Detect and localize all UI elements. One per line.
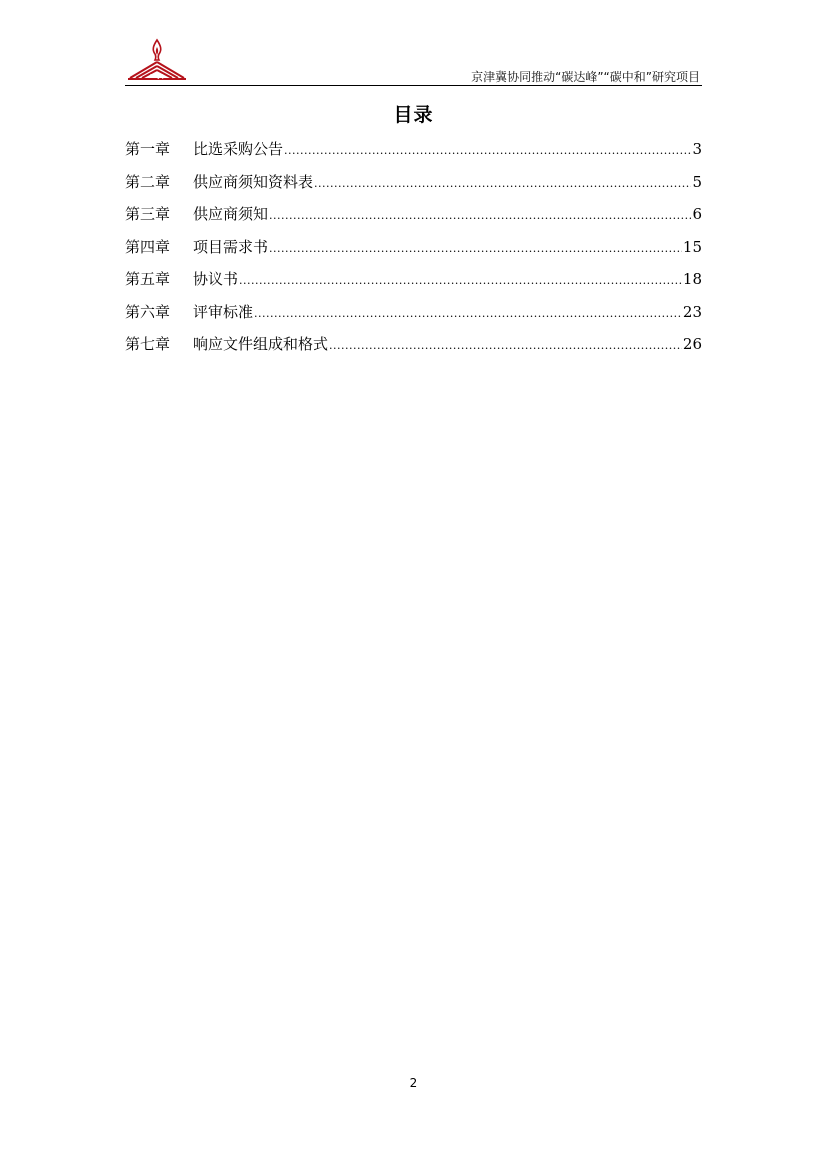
toc-entry-3[interactable] xyxy=(125,201,702,234)
toc-leader-dots xyxy=(314,171,691,197)
page-number: 2 xyxy=(409,1076,418,1090)
toc-chapter: 第六章 xyxy=(125,302,171,321)
toc-entry-name: 供应商须知 xyxy=(193,205,269,223)
toc-chapter: 第四章 xyxy=(125,237,171,256)
toc-page-number: 15 xyxy=(682,237,702,256)
toc-heading: 目录 xyxy=(393,104,434,126)
logo-lettering: HCJQ xyxy=(150,74,164,80)
table-of-contents xyxy=(125,136,702,364)
toc-entry-7[interactable] xyxy=(125,331,702,364)
toc-leader-dots xyxy=(269,203,691,229)
toc-chapter: 第二章 xyxy=(125,172,171,191)
company-logo xyxy=(126,38,188,82)
toc-page-number: 5 xyxy=(692,172,702,191)
toc-page-number: 3 xyxy=(692,140,702,158)
toc-page-number: 23 xyxy=(682,302,702,321)
toc-chapter: 第三章 xyxy=(125,205,171,223)
toc-entry-1[interactable] xyxy=(125,136,702,169)
toc-entry-name: 协议书 xyxy=(193,270,239,288)
toc-entry-5[interactable] xyxy=(125,266,702,299)
toc-entry-name: 评审标准 xyxy=(193,302,254,321)
toc-entry-name: 项目需求书 xyxy=(193,237,269,256)
toc-leader-dots xyxy=(239,268,682,294)
toc-entry-name: 供应商须知资料表 xyxy=(193,172,314,191)
toc-leader-dots xyxy=(269,236,682,262)
toc-entry-4[interactable] xyxy=(125,234,702,267)
header-divider xyxy=(125,85,702,86)
toc-page-number: 6 xyxy=(692,205,702,223)
toc-leader-dots xyxy=(284,138,691,164)
toc-page-number: 18 xyxy=(682,270,702,288)
header-title: 京津冀协同推动“碳达峰”“碳中和”研究项目 xyxy=(471,70,700,84)
toc-entry-2[interactable] xyxy=(125,169,702,202)
toc-entry-name: 比选采购公告 xyxy=(193,140,284,158)
toc-entry-6[interactable] xyxy=(125,299,702,332)
toc-chapter: 第五章 xyxy=(125,270,171,288)
toc-leader-dots xyxy=(254,301,682,327)
toc-chapter: 第一章 xyxy=(125,140,171,158)
toc-chapter: 第七章 xyxy=(125,335,171,353)
toc-entry-name: 响应文件组成和格式 xyxy=(193,335,329,353)
toc-leader-dots xyxy=(329,333,682,359)
toc-page-number: 26 xyxy=(682,335,702,353)
